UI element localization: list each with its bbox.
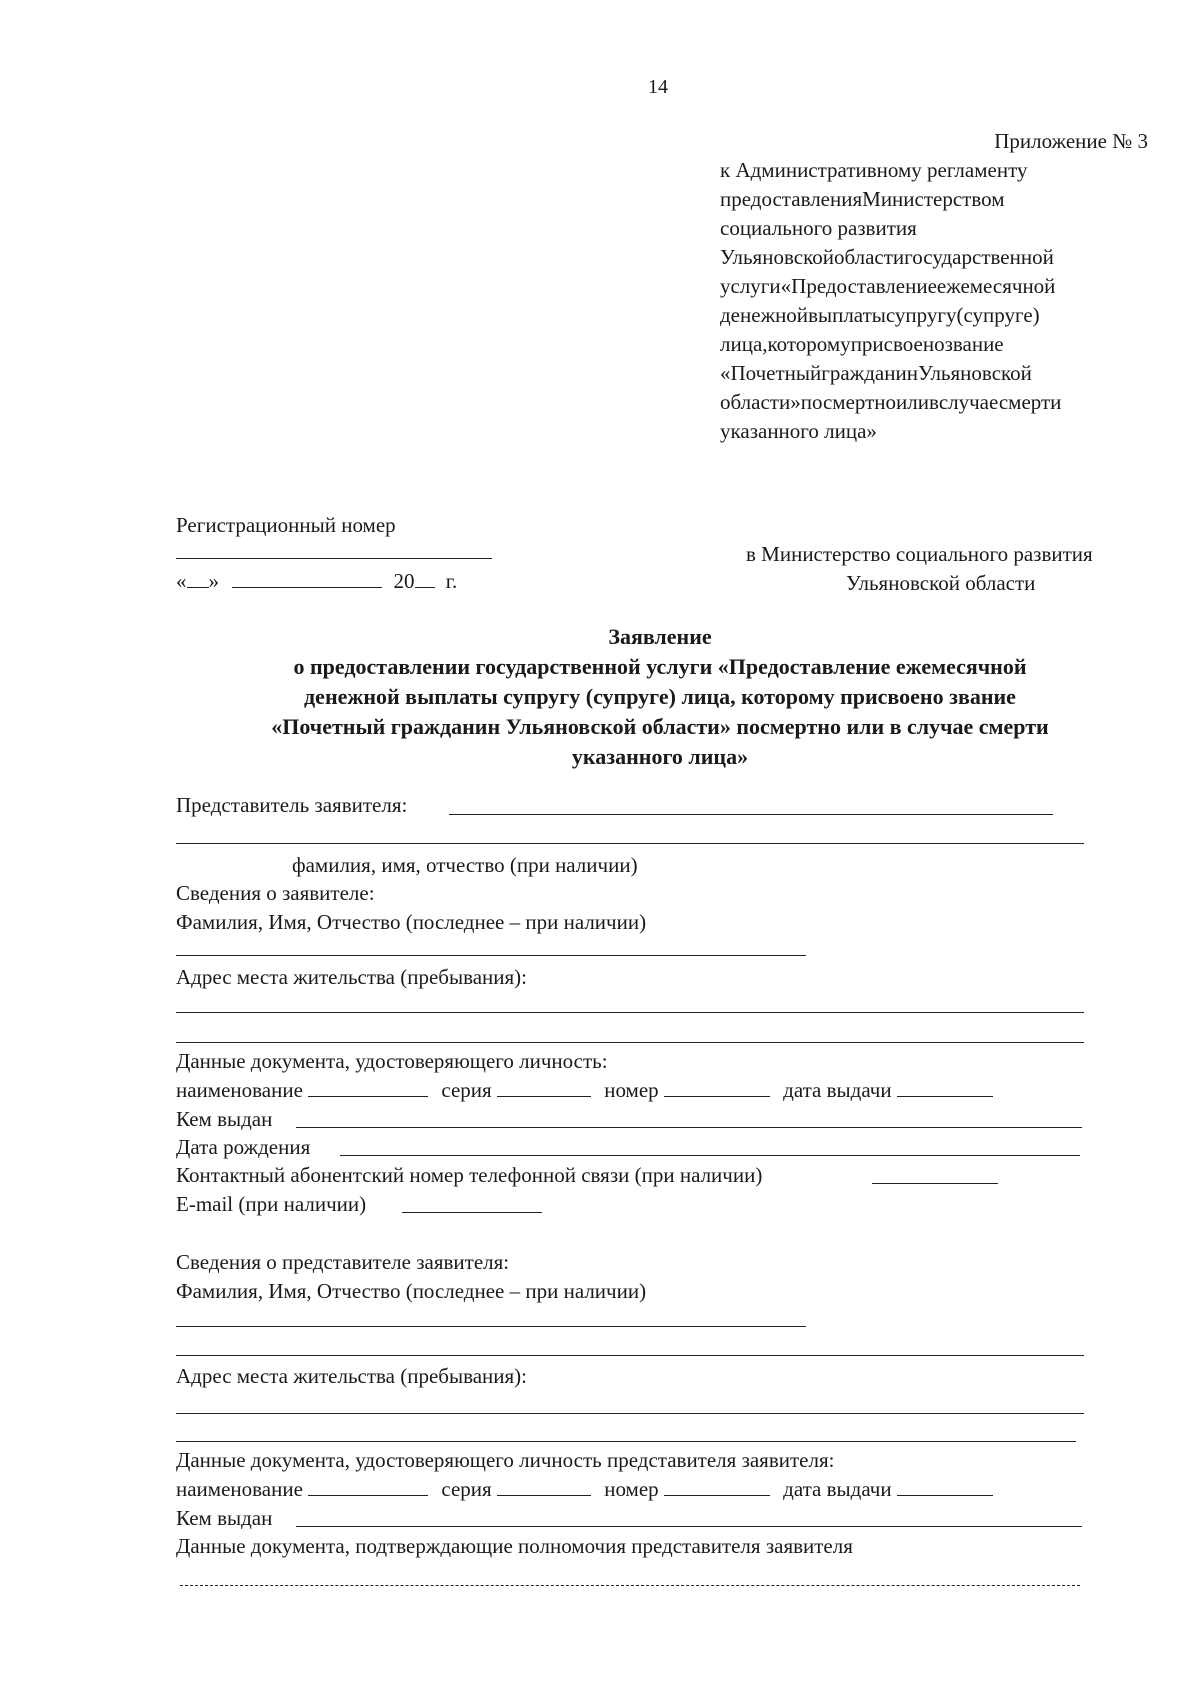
- applicant-info-heading: Сведения о заявителе:: [176, 881, 375, 905]
- applicant-fio-label: Фамилия, Имя, Отчество (последнее – при наличии): [176, 910, 647, 934]
- title-line: о предоставлении государственной услуги «Предоставление ежемесячной: [293, 654, 1027, 679]
- representative-field-2[interactable]: [176, 843, 1084, 844]
- issued-by-field[interactable]: [296, 1127, 1082, 1128]
- title-line: денежной выплаты супругу (супруге) лица, которому присвоено звание: [304, 684, 1016, 709]
- appendix-line: социального развития: [720, 216, 917, 240]
- phone-label: Контактный абонентский номер телефонной связи (при наличии): [176, 1163, 763, 1187]
- month-blank[interactable]: [232, 569, 382, 588]
- number-label: номер: [604, 1078, 659, 1102]
- registration-number-line[interactable]: [176, 558, 492, 559]
- rep-issued-by-field[interactable]: [296, 1526, 1082, 1527]
- title-line: Заявление: [608, 624, 712, 649]
- applicant-fio-field[interactable]: [176, 955, 806, 956]
- rep-number-field[interactable]: [664, 1477, 770, 1496]
- rep-series-field[interactable]: [497, 1477, 591, 1496]
- rep-info-heading: Сведения о представителе заявителя:: [176, 1250, 510, 1274]
- addressee-line-1: в Министерство социального развития: [746, 542, 1093, 566]
- document-title: [160, 622, 1160, 772]
- year-blank[interactable]: [415, 569, 435, 588]
- appendix-line: лица,которомуприсвоенозвание: [720, 332, 1004, 356]
- id-doc-label: Данные документа, удостоверяющего личность:: [176, 1049, 608, 1073]
- registration-date: « » 20 г.: [176, 569, 458, 593]
- appendix-line: указанного лица»: [720, 419, 877, 443]
- email-label: E-mail (при наличии): [176, 1192, 367, 1216]
- doc-name-field[interactable]: [308, 1078, 428, 1097]
- rep-doc-name-field[interactable]: [308, 1477, 428, 1496]
- issued-by-label: Кем выдан: [176, 1107, 273, 1131]
- appendix-line: Ульяновскойобластигосударственной: [720, 245, 1054, 269]
- series-label: серия: [441, 1078, 492, 1102]
- id-doc-row: [176, 1077, 993, 1103]
- rep-series-label: серия: [441, 1477, 492, 1501]
- birth-date-field[interactable]: [340, 1155, 1080, 1156]
- rep-id-doc-label: Данные документа, удостоверяющего личность представителя заявителя:: [176, 1448, 835, 1472]
- series-field[interactable]: [497, 1078, 591, 1097]
- registration-label: Регистрационный номер: [176, 513, 396, 537]
- rep-number-label: номер: [604, 1477, 659, 1501]
- rep-doc-name-label: наименование: [176, 1477, 303, 1501]
- rep-fio-label: Фамилия, Имя, Отчество (последнее – при наличии): [176, 1279, 647, 1303]
- rep-issue-date-label: дата выдачи: [783, 1477, 892, 1501]
- rep-fio-field[interactable]: [176, 1326, 806, 1327]
- applicant-address-label: Адрес места жительства (пребывания):: [176, 965, 528, 989]
- rep-address-field-2[interactable]: [176, 1441, 1076, 1442]
- appendix-block: [720, 127, 1148, 446]
- applicant-address-field[interactable]: [176, 1012, 1084, 1013]
- appendix-line: «ПочетныйгражданинУльяновской: [720, 361, 1032, 385]
- rep-address-field[interactable]: [176, 1413, 1084, 1414]
- rep-address-label: Адрес места жительства (пребывания):: [176, 1364, 528, 1388]
- email-field[interactable]: [402, 1212, 542, 1213]
- number-field[interactable]: [664, 1078, 770, 1097]
- title-line: указанного лица»: [571, 744, 749, 769]
- appendix-line: денежнойвыплатысупругу(супруге): [720, 303, 1040, 327]
- issue-date-label: дата выдачи: [783, 1078, 892, 1102]
- rep-issue-date-field[interactable]: [897, 1477, 993, 1496]
- appendix-line: области»посмертноиливслучаесмерти: [720, 390, 1062, 414]
- representative-field[interactable]: [449, 814, 1053, 815]
- rep-id-doc-row: [176, 1476, 993, 1502]
- title-line: «Почетный гражданин Ульяновской области» посмертно или в случае смерти: [271, 714, 1049, 739]
- authority-doc-label: Данные документа, подтверждающие полномочия представителя заявителя: [176, 1534, 853, 1558]
- appendix-line: услуги«Предоставлениеежемесячной: [720, 274, 1056, 298]
- rep-fio-field-2[interactable]: [176, 1355, 1084, 1356]
- addressee-line-2: Ульяновской области: [846, 571, 1036, 595]
- phone-field[interactable]: [872, 1183, 998, 1184]
- rep-issued-by-label: Кем выдан: [176, 1506, 273, 1530]
- applicant-address-field-2[interactable]: [176, 1042, 1084, 1043]
- fio-caption: фамилия, имя, отчество (при наличии): [292, 853, 638, 877]
- day-blank[interactable]: [187, 569, 209, 588]
- birth-date-label: Дата рождения: [176, 1135, 311, 1159]
- doc-name-label: наименование: [176, 1078, 303, 1102]
- issue-date-field[interactable]: [897, 1078, 993, 1097]
- appendix-line: предоставленияМинистерством: [720, 187, 1005, 211]
- authority-doc-field[interactable]: [180, 1585, 1080, 1586]
- representative-label: Представитель заявителя:: [176, 793, 408, 817]
- appendix-title: Приложение № 3: [994, 129, 1148, 153]
- appendix-line: к Административному регламенту: [720, 158, 1028, 182]
- page-number: 14: [648, 76, 668, 98]
